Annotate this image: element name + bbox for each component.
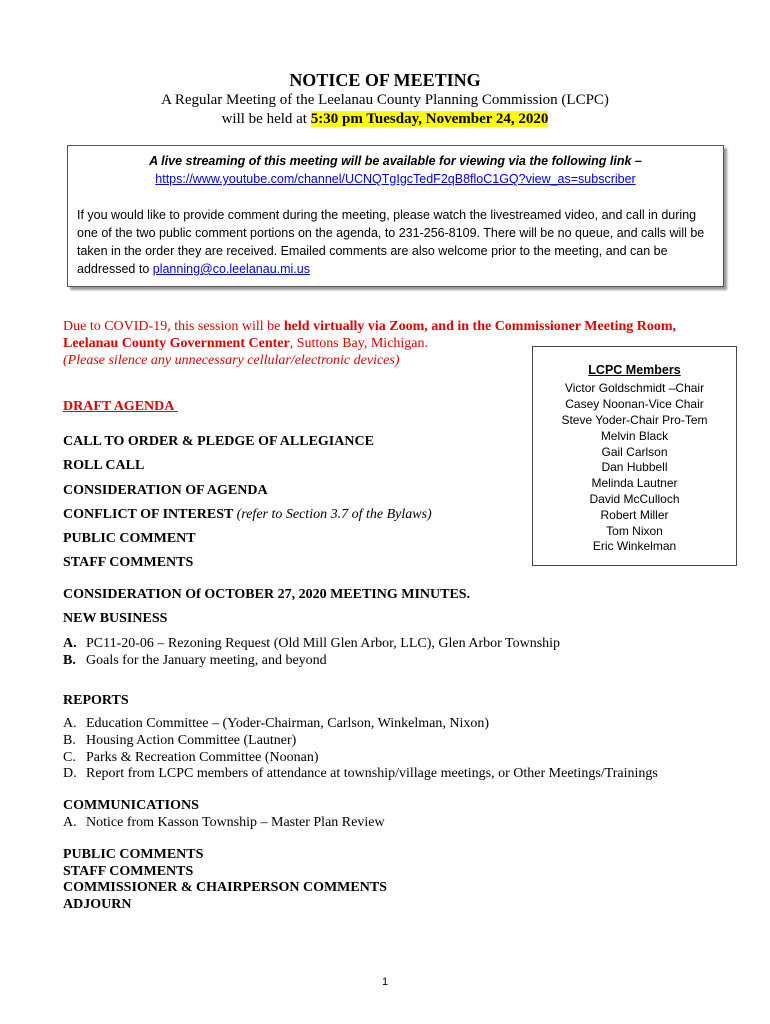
list-item bbox=[0, 716, 770, 734]
list-item bbox=[0, 653, 770, 671]
call-to-order: CALL TO ORDER & PLEDGE OF ALLEGIANCE bbox=[63, 434, 374, 449]
item-text: Goals for the January meeting, and beyond bbox=[86, 653, 327, 668]
public-comment-instructions bbox=[77, 206, 717, 278]
conflict-label: CONFLICT OF INTEREST bbox=[63, 507, 234, 522]
commissioner-comments: COMMISSIONER & CHAIRPERSON COMMENTS bbox=[63, 880, 387, 895]
meeting-time-line bbox=[0, 111, 770, 128]
member-item: Victor Goldschmidt –Chair bbox=[564, 381, 705, 395]
list-item bbox=[0, 766, 770, 784]
reports-heading: REPORTS bbox=[63, 693, 129, 708]
item-label: A. bbox=[63, 716, 77, 731]
page-title: NOTICE OF MEETING bbox=[289, 70, 481, 90]
livestream-link-line bbox=[68, 172, 723, 186]
member-item: Eric Winkelman bbox=[592, 539, 677, 553]
covid-text-1: Due to COVID-19, this session will be bbox=[63, 319, 284, 334]
meeting-minutes: CONSIDERATION Of OCTOBER 27, 2020 MEETING MINUTES. bbox=[63, 587, 471, 602]
conflict-of-interest bbox=[63, 507, 432, 523]
member-item: Robert Miller bbox=[600, 508, 669, 522]
list-item bbox=[0, 733, 770, 751]
item-label: A. bbox=[63, 815, 77, 830]
consideration-of-agenda: CONSIDERATION OF AGENDA bbox=[63, 483, 268, 498]
lcpc-members-box bbox=[532, 346, 737, 566]
covid-text-2: , Suttons Bay, Michigan. bbox=[289, 336, 429, 351]
meeting-time-prefix: will be held at bbox=[221, 111, 311, 127]
member-item: Melvin Black bbox=[600, 429, 669, 443]
item-text: Notice from Kasson Township – Master Plan Review bbox=[86, 815, 385, 830]
item-text: PC11-20-06 – Rezoning Request (Old Mill Glen Arbor, LLC), Glen Arbor Township bbox=[86, 636, 561, 651]
member-item: Dan Hubbell bbox=[601, 460, 668, 474]
item-label: B. bbox=[63, 653, 76, 668]
staff-comments: STAFF COMMENTS bbox=[63, 555, 194, 570]
comment-instructions-text: If you would like to provide comment during the meeting, please watch the livestreamed video, and call in during one of the two public comment portions on the agenda, to 231-256-8109. There will be no queue, and calls will be taken in the order they are received. Emailed comments are also welcome prior to the meeting, and can be addressed to bbox=[77, 208, 705, 276]
list-item bbox=[0, 636, 770, 654]
item-text: Parks & Recreation Committee (Noonan) bbox=[86, 750, 319, 765]
livestream-notice-box bbox=[67, 145, 724, 287]
list-item bbox=[0, 815, 770, 833]
member-item: David McCulloch bbox=[589, 492, 680, 506]
adjourn: ADJOURN bbox=[63, 897, 132, 912]
item-label: B. bbox=[63, 733, 76, 748]
draft-agenda-heading bbox=[63, 399, 178, 415]
item-text: Report from LCPC members of attendance at township/village meetings, or Other Meetings/Trainings bbox=[86, 766, 658, 781]
meeting-time-highlight: 5:30 pm Tuesday, November 24, 2020 bbox=[310, 111, 549, 127]
livestream-text: A live streaming of this meeting will be available for viewing via the following link – bbox=[149, 154, 642, 168]
draft-agenda-label: DRAFT AGENDA bbox=[63, 399, 175, 414]
member-item: Melinda Lautner bbox=[591, 476, 678, 490]
communications-heading: COMMUNICATIONS bbox=[63, 798, 199, 813]
staff-comments-2: STAFF COMMENTS bbox=[63, 864, 194, 879]
livestream-link[interactable]: https://www.youtube.com/channel/UCNQTgIgcTedF2qB8floC1GQ?view_as=subscriber bbox=[155, 172, 636, 186]
public-comments: PUBLIC COMMENTS bbox=[63, 847, 204, 862]
meeting-subtitle: A Regular Meeting of the Leelanau County Planning Commission (LCPC) bbox=[161, 92, 609, 108]
page-number: 1 bbox=[381, 976, 389, 988]
member-item: Tom Nixon bbox=[606, 524, 663, 538]
planning-email-link[interactable]: planning@co.leelanau.mi.us bbox=[152, 262, 310, 276]
item-label: C. bbox=[63, 750, 76, 765]
new-business-heading: NEW BUSINESS bbox=[63, 611, 168, 626]
conflict-note: (refer to Section 3.7 of the Bylaws) bbox=[236, 507, 432, 522]
member-item: Gail Carlson bbox=[601, 445, 668, 459]
public-comment: PUBLIC COMMENT bbox=[63, 531, 196, 546]
item-text: Housing Action Committee (Lautner) bbox=[86, 733, 297, 748]
members-heading: LCPC Members bbox=[588, 363, 681, 377]
item-text: Education Committee – (Yoder-Chairman, Carlson, Winkelman, Nixon) bbox=[86, 716, 490, 731]
roll-call: ROLL CALL bbox=[63, 458, 145, 473]
silence-devices-note: (Please silence any unnecessary cellular/electronic devices) bbox=[63, 353, 400, 368]
item-label: D. bbox=[63, 766, 77, 781]
covid-text-bold: held virtually via Zoom, and in the Commissioner Meeting Room, Leelanau County Government Center bbox=[63, 319, 677, 351]
item-label: A. bbox=[63, 636, 77, 651]
member-item: Steve Yoder-Chair Pro-Tem bbox=[561, 413, 708, 427]
member-item: Casey Noonan-Vice Chair bbox=[565, 397, 704, 411]
